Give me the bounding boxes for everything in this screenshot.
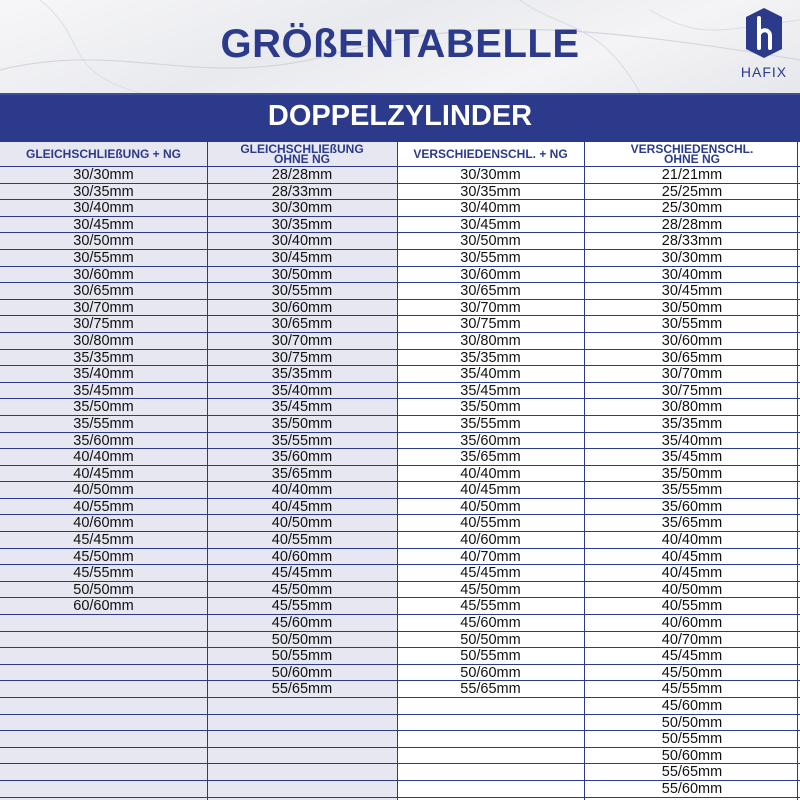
- table-cell: 50/55mm: [207, 648, 397, 665]
- table-cell: 35/50mm: [397, 399, 584, 416]
- table-cell: 40/50mm: [584, 582, 800, 599]
- table-cell: 30/30mm: [0, 167, 207, 184]
- column-verschiedenschl-ng: [397, 142, 584, 800]
- table-cell: [0, 715, 207, 732]
- column-header: GLEICHSCHLIEßUNG OHNE NG: [207, 142, 397, 167]
- column-divider: [584, 142, 585, 800]
- table-cell: 55/65mm: [207, 681, 397, 698]
- table-cell: 45/60mm: [397, 615, 584, 632]
- table-cell: 35/55mm: [584, 482, 800, 499]
- table-cell: 40/45mm: [584, 549, 800, 566]
- table-cell: 30/40mm: [397, 200, 584, 217]
- table-cell: [0, 648, 207, 665]
- table-cell: [397, 715, 584, 732]
- table-cell: 35/65mm: [397, 449, 584, 466]
- table-cell: 30/70mm: [397, 300, 584, 317]
- table-cell: 35/35mm: [397, 350, 584, 367]
- table-cell: 30/60mm: [397, 267, 584, 284]
- table-cell: 28/33mm: [584, 233, 800, 250]
- table-cell: [397, 748, 584, 765]
- column-header: VERSCHIEDENSCHL. OHNE NG: [584, 142, 800, 167]
- table-cell: 50/60mm: [207, 665, 397, 682]
- table-cell: 40/70mm: [584, 632, 800, 649]
- table-cell: [207, 764, 397, 781]
- table-cell: [0, 632, 207, 649]
- table-cell: 30/45mm: [397, 217, 584, 234]
- table-cell: 30/45mm: [0, 217, 207, 234]
- page-subtitle: DOPPELZYLINDER: [267, 100, 533, 132]
- table-cell: 40/55mm: [584, 598, 800, 615]
- table-cell: [397, 731, 584, 748]
- table-cell: 35/55mm: [397, 416, 584, 433]
- table-cell: 35/55mm: [207, 433, 397, 450]
- table-cell: [0, 731, 207, 748]
- table-cell: 45/55mm: [584, 681, 800, 698]
- table-cell: 30/45mm: [584, 283, 800, 300]
- table-cell: 35/65mm: [584, 515, 800, 532]
- table-cell: 45/45mm: [397, 565, 584, 582]
- table-cell: 50/50mm: [397, 632, 584, 649]
- table-cell: 60/60mm: [0, 598, 207, 615]
- table-cell: 28/28mm: [207, 167, 397, 184]
- table-cell: 30/65mm: [207, 316, 397, 333]
- table-cell: 40/40mm: [207, 482, 397, 499]
- table-cell: [397, 764, 584, 781]
- column-divider: [207, 142, 208, 800]
- column-divider: [397, 142, 398, 800]
- table-cell: 30/60mm: [207, 300, 397, 317]
- table-cell: [207, 781, 397, 798]
- table-cell: 30/30mm: [584, 250, 800, 267]
- page-title: GRÖßENTABELLE: [220, 22, 580, 66]
- table-cell: 40/70mm: [397, 549, 584, 566]
- table-cell: 40/60mm: [584, 615, 800, 632]
- table-cell: 30/50mm: [207, 267, 397, 284]
- table-cell: 50/50mm: [0, 582, 207, 599]
- table-cell: 30/30mm: [397, 167, 584, 184]
- table-cell: 50/50mm: [584, 715, 800, 732]
- table-cell: 45/55mm: [0, 565, 207, 582]
- table-cell: 30/35mm: [0, 184, 207, 201]
- table-cell: 25/30mm: [584, 200, 800, 217]
- table-cell: 30/70mm: [207, 333, 397, 350]
- table-cell: [207, 715, 397, 732]
- table-cell: 30/50mm: [0, 233, 207, 250]
- table-cell: 30/65mm: [584, 350, 800, 367]
- table-cell: 28/28mm: [584, 217, 800, 234]
- table-cell: 40/45mm: [207, 499, 397, 516]
- table-cell: 40/60mm: [0, 515, 207, 532]
- table-cell: 35/35mm: [207, 366, 397, 383]
- table-cell: 30/55mm: [397, 250, 584, 267]
- table-cell: 55/65mm: [397, 681, 584, 698]
- table-cell: 40/50mm: [0, 482, 207, 499]
- column-divider: [797, 142, 798, 800]
- table-cell: 28/33mm: [207, 184, 397, 201]
- table-cell: 35/55mm: [0, 416, 207, 433]
- table-cell: 45/50mm: [207, 582, 397, 599]
- table-cell: 30/70mm: [584, 366, 800, 383]
- table-cell: 35/50mm: [207, 416, 397, 433]
- table-cell: 35/40mm: [0, 366, 207, 383]
- table-cell: 30/70mm: [0, 300, 207, 317]
- table-cell: 55/60mm: [584, 781, 800, 798]
- table-cell: 30/65mm: [397, 283, 584, 300]
- table-cell: 50/50mm: [207, 632, 397, 649]
- table-cell: 30/55mm: [584, 316, 800, 333]
- table-cell: 35/35mm: [584, 416, 800, 433]
- table-cell: 30/80mm: [0, 333, 207, 350]
- table-cell: [0, 781, 207, 798]
- table-cell: 35/45mm: [0, 383, 207, 400]
- table-cell: 30/80mm: [584, 399, 800, 416]
- table-cell: 30/40mm: [207, 233, 397, 250]
- table-cell: 50/60mm: [584, 748, 800, 765]
- table-cell: 30/80mm: [397, 333, 584, 350]
- table-cell: [207, 748, 397, 765]
- table-cell: 45/60mm: [584, 698, 800, 715]
- table-cell: [0, 764, 207, 781]
- table-cell: [0, 665, 207, 682]
- table-cell: 30/55mm: [207, 283, 397, 300]
- column-gleichschliessung-ng: [0, 142, 207, 800]
- table-cell: [0, 681, 207, 698]
- table-cell: 35/45mm: [207, 399, 397, 416]
- table-cell: [0, 698, 207, 715]
- table-cell: 35/35mm: [0, 350, 207, 367]
- brand-logo: [736, 6, 792, 84]
- table-cell: 45/50mm: [0, 549, 207, 566]
- table-cell: 25/25mm: [584, 184, 800, 201]
- table-cell: [397, 781, 584, 798]
- table-cell: 35/65mm: [207, 466, 397, 483]
- table-cell: 30/75mm: [397, 316, 584, 333]
- table-cell: 35/60mm: [397, 433, 584, 450]
- table-cell: 40/40mm: [584, 532, 800, 549]
- table-cell: 40/50mm: [207, 515, 397, 532]
- table-cell: 30/50mm: [584, 300, 800, 317]
- table-cell: 50/55mm: [397, 648, 584, 665]
- column-gleichschliessung-ohne-ng: [207, 142, 397, 800]
- column-header: GLEICHSCHLIEßUNG + NG: [0, 142, 207, 167]
- table-cell: 30/45mm: [207, 250, 397, 267]
- column-verschiedenschl-ohne-ng: [584, 142, 800, 800]
- size-table: [0, 142, 800, 800]
- table-cell: 45/45mm: [207, 565, 397, 582]
- table-cell: 35/60mm: [0, 433, 207, 450]
- table-cell: [397, 698, 584, 715]
- table-cell: 40/60mm: [207, 549, 397, 566]
- table-cell: 30/35mm: [397, 184, 584, 201]
- table-cell: 50/55mm: [584, 731, 800, 748]
- table-cell: 45/50mm: [584, 665, 800, 682]
- table-cell: [0, 748, 207, 765]
- table-cell: 35/45mm: [397, 383, 584, 400]
- table-cell: 30/50mm: [397, 233, 584, 250]
- table-cell: 40/45mm: [0, 466, 207, 483]
- table-cell: 35/40mm: [584, 433, 800, 450]
- table-cell: 35/45mm: [584, 449, 800, 466]
- hafix-h-logo-icon: [743, 6, 785, 60]
- table-cell: 40/45mm: [397, 482, 584, 499]
- table-cell: 40/45mm: [584, 565, 800, 582]
- table-cell: [0, 615, 207, 632]
- table-cell: 30/75mm: [584, 383, 800, 400]
- table-cell: 30/75mm: [207, 350, 397, 367]
- table-cell: 45/45mm: [584, 648, 800, 665]
- table-cell: 30/60mm: [0, 267, 207, 284]
- table-cell: 30/40mm: [584, 267, 800, 284]
- table-cell: 40/55mm: [0, 499, 207, 516]
- table-cell: 21/21mm: [584, 167, 800, 184]
- table-cell: 35/60mm: [584, 499, 800, 516]
- brand-name: HAFIX: [740, 64, 788, 80]
- table-cell: 35/40mm: [207, 383, 397, 400]
- table-cell: 50/60mm: [397, 665, 584, 682]
- table-cell: 35/50mm: [584, 466, 800, 483]
- table-cell: 40/60mm: [397, 532, 584, 549]
- table-cell: 40/55mm: [207, 532, 397, 549]
- table-cell: 30/40mm: [0, 200, 207, 217]
- table-cell: 30/35mm: [207, 217, 397, 234]
- table-cell: 40/50mm: [397, 499, 584, 516]
- table-cell: 35/50mm: [0, 399, 207, 416]
- table-cell: 40/40mm: [0, 449, 207, 466]
- table-cell: 30/55mm: [0, 250, 207, 267]
- table-cell: 45/55mm: [207, 598, 397, 615]
- column-header: VERSCHIEDENSCHL. + NG: [397, 142, 584, 167]
- table-cell: [207, 698, 397, 715]
- table-cell: 40/55mm: [397, 515, 584, 532]
- table-cell: 55/65mm: [584, 764, 800, 781]
- table-cell: 30/65mm: [0, 283, 207, 300]
- table-cell: 45/60mm: [207, 615, 397, 632]
- table-cell: 40/40mm: [397, 466, 584, 483]
- table-cell: 45/50mm: [397, 582, 584, 599]
- table-cell: 45/45mm: [0, 532, 207, 549]
- header: [0, 0, 800, 93]
- table-cell: 30/60mm: [584, 333, 800, 350]
- table-cell: 30/75mm: [0, 316, 207, 333]
- table-cell: 30/30mm: [207, 200, 397, 217]
- table-cell: [207, 731, 397, 748]
- table-cell: 35/40mm: [397, 366, 584, 383]
- table-cell: 45/55mm: [397, 598, 584, 615]
- table-cell: 35/60mm: [207, 449, 397, 466]
